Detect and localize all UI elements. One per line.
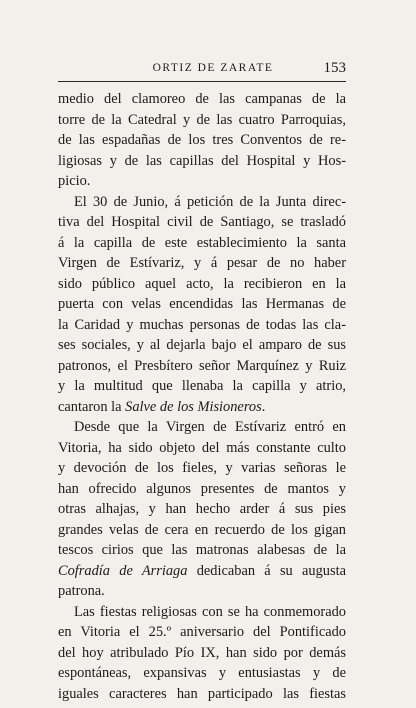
text-line: grandes velas de cera en recuerdo de los gigan xyxy=(58,521,346,538)
text-line: han ofrecido algunos presentes de mantos y xyxy=(58,480,346,497)
page-number: 153 xyxy=(323,60,346,76)
text-line: tiva del Hospital civil de Santiago, se trasladó xyxy=(58,214,346,230)
text-line: del hoy atribulado Pío IX, han sido por demás xyxy=(58,644,346,661)
body-text xyxy=(58,89,346,704)
text-line: torre de la Catedral y de las cuatro Parroquias, xyxy=(58,111,346,128)
text-line: El 30 de Junio, á petición de la Junta direc- xyxy=(74,193,346,210)
text-line: á la capilla de este establecimiento la santa xyxy=(58,234,346,251)
text-line: espontáneas, expansivas y entusiastas y de xyxy=(58,665,346,681)
text-line: Las fiestas religiosas con se ha conmemorado xyxy=(74,603,346,620)
text-segment: dedicaban á su augusta xyxy=(187,562,346,579)
text-line: puerta con velas encendidas las Hermanas de xyxy=(58,296,346,312)
text-line: y la multitud que llenaba la capilla y atrio, xyxy=(58,378,346,394)
text-line: ligiosas y de las capillas del Hospital y Hos- xyxy=(58,152,346,169)
running-title: ORTIZ DE ZARATE xyxy=(152,62,274,74)
text-line: Virgen de Estívariz, y á pesar de no haber xyxy=(58,255,346,271)
text-line xyxy=(58,397,346,418)
running-head xyxy=(58,60,346,82)
text-line: de las espadañas de los tres Conventos de re- xyxy=(58,132,346,148)
text-line: ses sociales, y al dejarla bajo el amparo de sus xyxy=(58,337,346,353)
text-line: sido público aquel acto, la recibieron en la xyxy=(58,275,346,292)
text-line: picio. xyxy=(58,173,91,189)
text-line: patronos, el Presbítero señor Marquínez y Ruiz xyxy=(58,357,346,374)
text-line xyxy=(58,561,346,582)
text-line: tescos cirios que las matronas alabesas de la xyxy=(58,542,346,558)
text-segment: . xyxy=(261,398,266,415)
text-line: patrona. xyxy=(58,583,105,599)
text-line: Desde que la Virgen de Estívariz entró en xyxy=(74,419,346,435)
text-line: medio del clamoreo de las campanas de la xyxy=(58,91,346,107)
text-line: Vitoria, ha sido objeto del más constante culto xyxy=(58,439,346,456)
header-rule xyxy=(58,81,346,82)
text-line: en Vitoria el 25.º aniversario del Pontificado xyxy=(58,624,346,640)
text-line: y devoción de los fieles, y varias señoras le xyxy=(58,460,346,476)
text-line: iguales caracteres han participado las fiestas xyxy=(58,685,346,702)
text-line: otras alhajas, y han hecho arder á sus pies xyxy=(58,501,346,517)
italic-title: Salve de los Misioneros xyxy=(125,398,262,415)
italic-title: Cofradía de Arriaga xyxy=(58,562,188,579)
text-line: la Caridad y muchas personas de todas las cla- xyxy=(58,316,346,333)
text-segment: cantaron la xyxy=(58,398,126,415)
